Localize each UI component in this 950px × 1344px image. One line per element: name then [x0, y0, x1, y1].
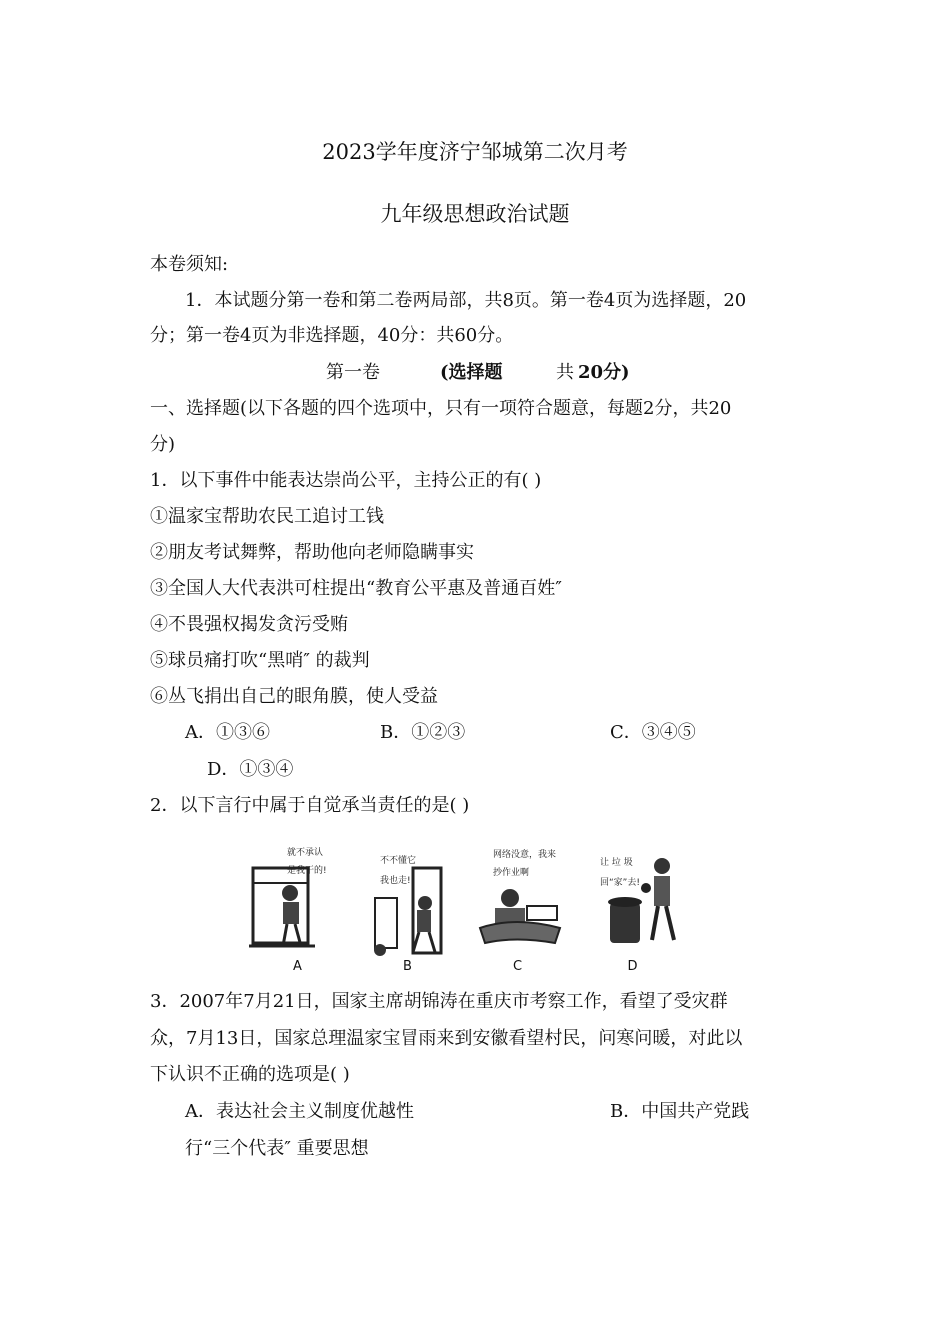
q2-panel-d-caption-2: 回“家”去! — [600, 878, 640, 888]
notice-item1-line2: 分；第一卷4页为非选择题，40分：共60分。 — [150, 325, 514, 346]
q2-figure — [245, 828, 685, 976]
section-part-total-label: 共 — [556, 362, 574, 383]
q2-label-a: A — [293, 959, 302, 974]
q2-label-d: D — [627, 959, 638, 974]
q2-panel-a-caption-1: 就不承认 — [287, 848, 324, 858]
exam-title: 2023学年度济宁邹城第二次月考 — [322, 140, 628, 164]
q1-option-b: B．①②③ — [380, 722, 466, 743]
q2-panel-b — [355, 828, 460, 976]
q1-item-3: ③全国人大代表洪可柱提出“教育公平惠及普通百姓″ — [150, 578, 562, 599]
q2-label-b: B — [403, 959, 412, 974]
q1-option-c: C．③④⑤ — [610, 722, 696, 743]
q1-stem: 1．以下事件中能表达崇尚公平，主持公正的有( ) — [150, 470, 542, 491]
section-instruction-line1: 一、选择题(以下各题的四个选项中，只有一项符合题意，每题2分，共20 — [150, 398, 732, 419]
q2-panel-a — [245, 828, 350, 976]
section-part-score: 20 — [578, 362, 604, 383]
q1-option-a: A．①③⑥ — [185, 722, 270, 743]
q2-panel-d-caption-1: 让 垃 圾 — [600, 858, 633, 868]
section-instruction-line2: 分) — [150, 434, 176, 455]
notice-heading: 本卷须知: — [150, 254, 229, 275]
q3-line2: 众，7月13日，国家总理温家宝冒雨来到安徽看望村民，问寒问暖，对此以 — [150, 1028, 743, 1049]
q2-panel-c-drawing — [465, 828, 570, 976]
q2-panel-d-drawing — [580, 828, 685, 976]
q2-panel-c — [465, 828, 570, 976]
q1-item-5: ⑤球员痛打吹“黑哨″ 的裁判 — [150, 650, 370, 671]
q1-option-d: D．①③④ — [207, 759, 294, 780]
q2-panel-b-caption-1: 不不懂它 — [380, 856, 417, 866]
section-part-label: 第一卷 — [326, 362, 380, 383]
q3-line1: 3．2007年7月21日，国家主席胡锦涛在重庆市考察工作，看望了受灾群 — [150, 991, 728, 1012]
q1-item-6: ⑥丛飞捐出自己的眼角膜，使人受益 — [150, 686, 438, 707]
q2-panel-c-caption-2: 抄作业啊 — [493, 868, 530, 878]
q2-panel-b-caption-2: 我也走! — [380, 876, 411, 886]
q3-option-b-cont: 行“三个代表″ 重要思想 — [185, 1138, 369, 1159]
q2-panel-c-caption-1: 网络没意，我来 — [493, 850, 557, 860]
exam-subtitle: 九年级思想政治试题 — [380, 202, 570, 226]
q2-panel-a-caption-2: 是我干的! — [287, 866, 327, 876]
q1-item-4: ④不畏强权揭发贪污受贿 — [150, 614, 348, 635]
q2-panel-d — [580, 828, 685, 976]
q3-option-b: B．中国共产党践 — [610, 1101, 750, 1122]
section-part-unit: 分) — [603, 362, 630, 383]
q1-item-2: ②朋友考试舞弊，帮助他向老师隐瞒事实 — [150, 542, 474, 563]
q3-line3: 下认识不正确的选项是( ) — [150, 1064, 350, 1085]
notice-item1-line1: 1．本试题分第一卷和第二卷两局部，共8页。第一卷4页为选择题，20 — [185, 290, 747, 311]
q2-panel-a-drawing — [245, 828, 350, 976]
q2-label-c: C — [512, 959, 523, 974]
q2-panel-b-drawing — [355, 828, 460, 976]
section-part-type: (选择题 — [440, 362, 503, 383]
q1-item-1: ①温家宝帮助农民工追讨工钱 — [150, 506, 384, 527]
q2-stem: 2．以下言行中属于自觉承当责任的是( ) — [150, 795, 470, 816]
q3-option-a: A．表达社会主义制度优越性 — [185, 1101, 414, 1122]
section-part-total — [556, 361, 630, 385]
